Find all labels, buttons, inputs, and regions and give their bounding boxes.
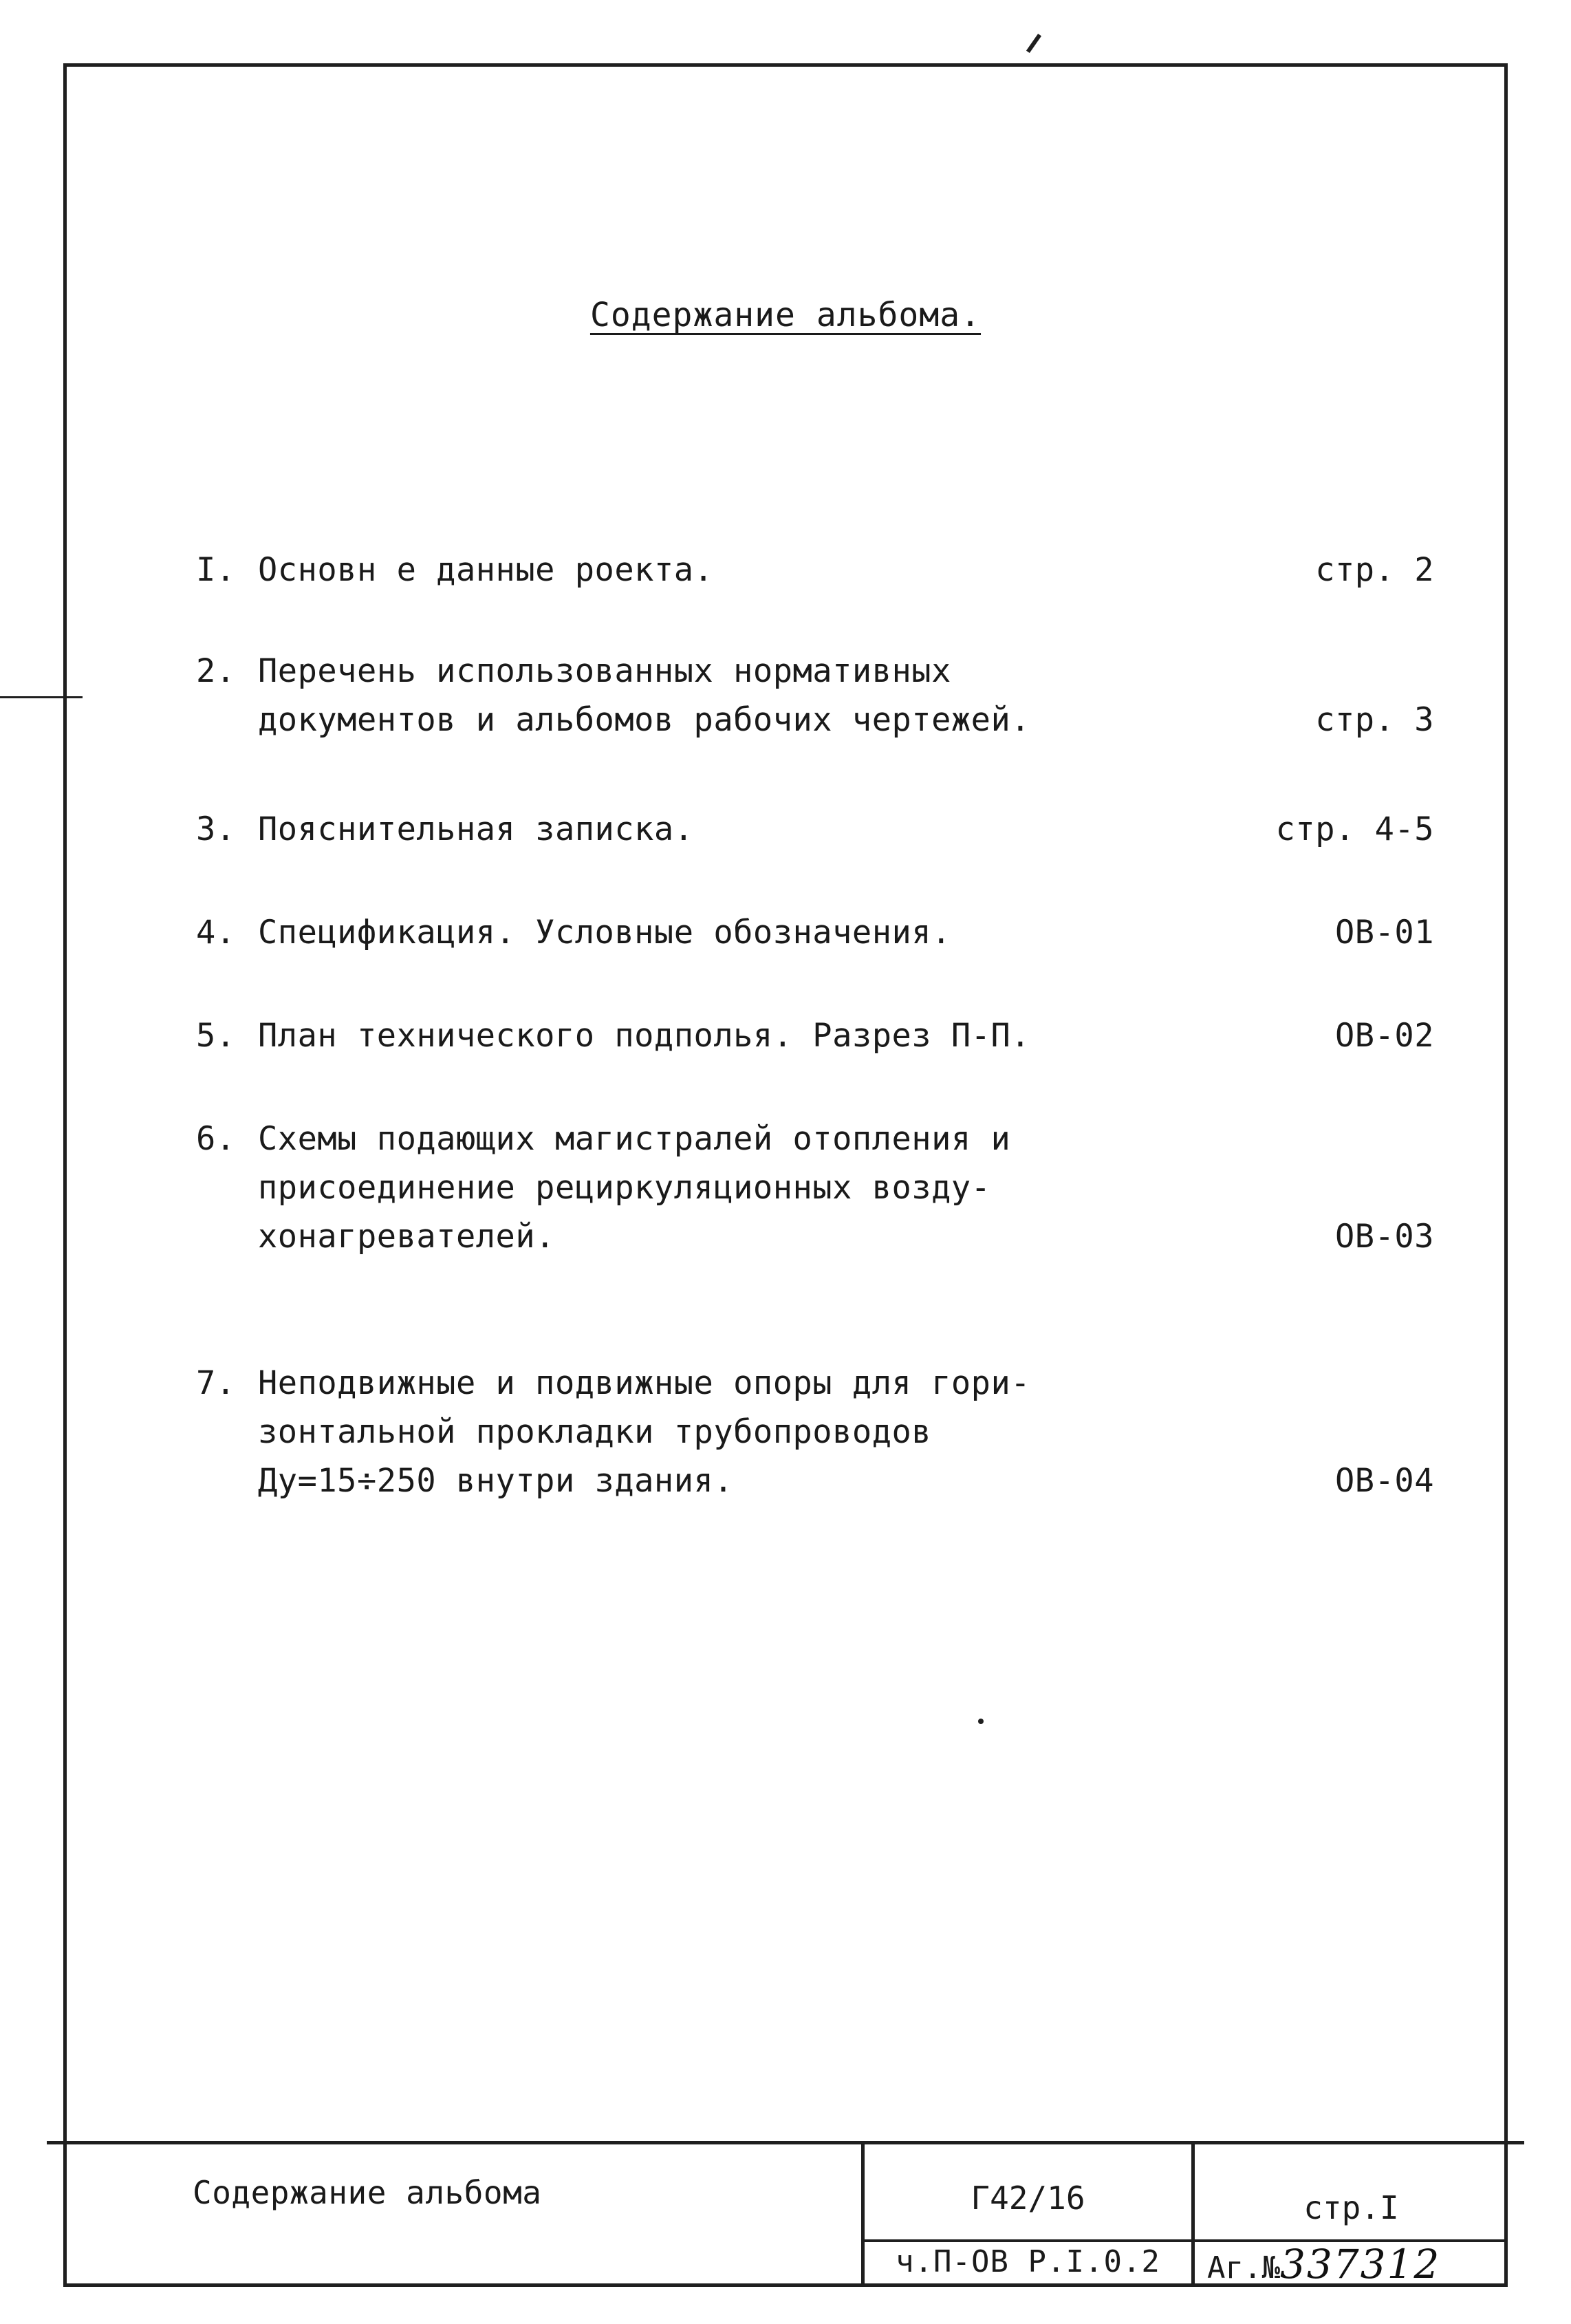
- title-block-name: Содержание альбома: [193, 2174, 542, 2211]
- toc-number: 5.: [196, 1017, 236, 1055]
- title-block-series: ч.П-ОВ Р.I.0.2: [896, 2244, 1160, 2279]
- stray-dot: [978, 1719, 984, 1724]
- toc-text: План технического подполья. Разрез П-П.: [258, 1017, 1031, 1055]
- toc-page-ref: ОВ-02: [1335, 1017, 1434, 1055]
- title-block-code: Г42/16: [971, 2180, 1085, 2217]
- toc-page-ref: ОВ-04: [1335, 1462, 1434, 1500]
- toc-text: Схемы подающих магистралей отопления и присоединение рециркуляционных возду- хонагревателей.: [258, 1120, 1011, 1256]
- toc-item-3: [196, 805, 1448, 854]
- toc-text: Перечень использованных нормативных документов и альбомов рабочих чертежей.: [258, 652, 1031, 739]
- toc-item-6: [196, 1115, 1448, 1261]
- toc-page-ref: стр. 4-5: [1275, 810, 1434, 848]
- toc-number: 7.: [196, 1364, 236, 1402]
- toc-text: Основн е данные роекта.: [258, 551, 714, 589]
- archive-prefix: Аг.№: [1207, 2250, 1280, 2285]
- toc-number: I.: [196, 551, 236, 589]
- toc-item-1: [196, 546, 1448, 594]
- page-title: Содержание альбома.: [589, 296, 982, 334]
- toc-number: 2.: [196, 652, 236, 690]
- pen-mark: [1026, 34, 1041, 53]
- toc-page-ref: ОВ-01: [1335, 914, 1434, 951]
- toc-number: 6.: [196, 1120, 236, 1158]
- title-block-top-line: [47, 2141, 1524, 2144]
- toc-item-5: [196, 1011, 1448, 1060]
- archive-number: 337312: [1279, 2241, 1441, 2288]
- toc-text: Пояснительная записка.: [258, 810, 694, 848]
- toc-page-ref: ОВ-03: [1335, 1218, 1434, 1256]
- margin-tick: [0, 696, 83, 698]
- toc-text: Спецификация. Условные обозначения.: [258, 914, 951, 951]
- toc-page-ref: стр. 3: [1315, 701, 1434, 739]
- title-block-archive: [1207, 2241, 1440, 2288]
- toc-item-4: [196, 908, 1448, 957]
- title-block-page: стр.I: [1303, 2189, 1399, 2226]
- toc-item-7: [196, 1359, 1448, 1505]
- toc-page-ref: стр. 2: [1315, 551, 1434, 589]
- toc-text: Неподвижные и подвижные опоры для гори- зонтальной прокладки трубопроводов Ду=15÷250 внутри здания.: [258, 1364, 1031, 1500]
- toc-item-2: [196, 647, 1448, 744]
- toc-number: 4.: [196, 914, 236, 951]
- toc-number: 3.: [196, 810, 236, 848]
